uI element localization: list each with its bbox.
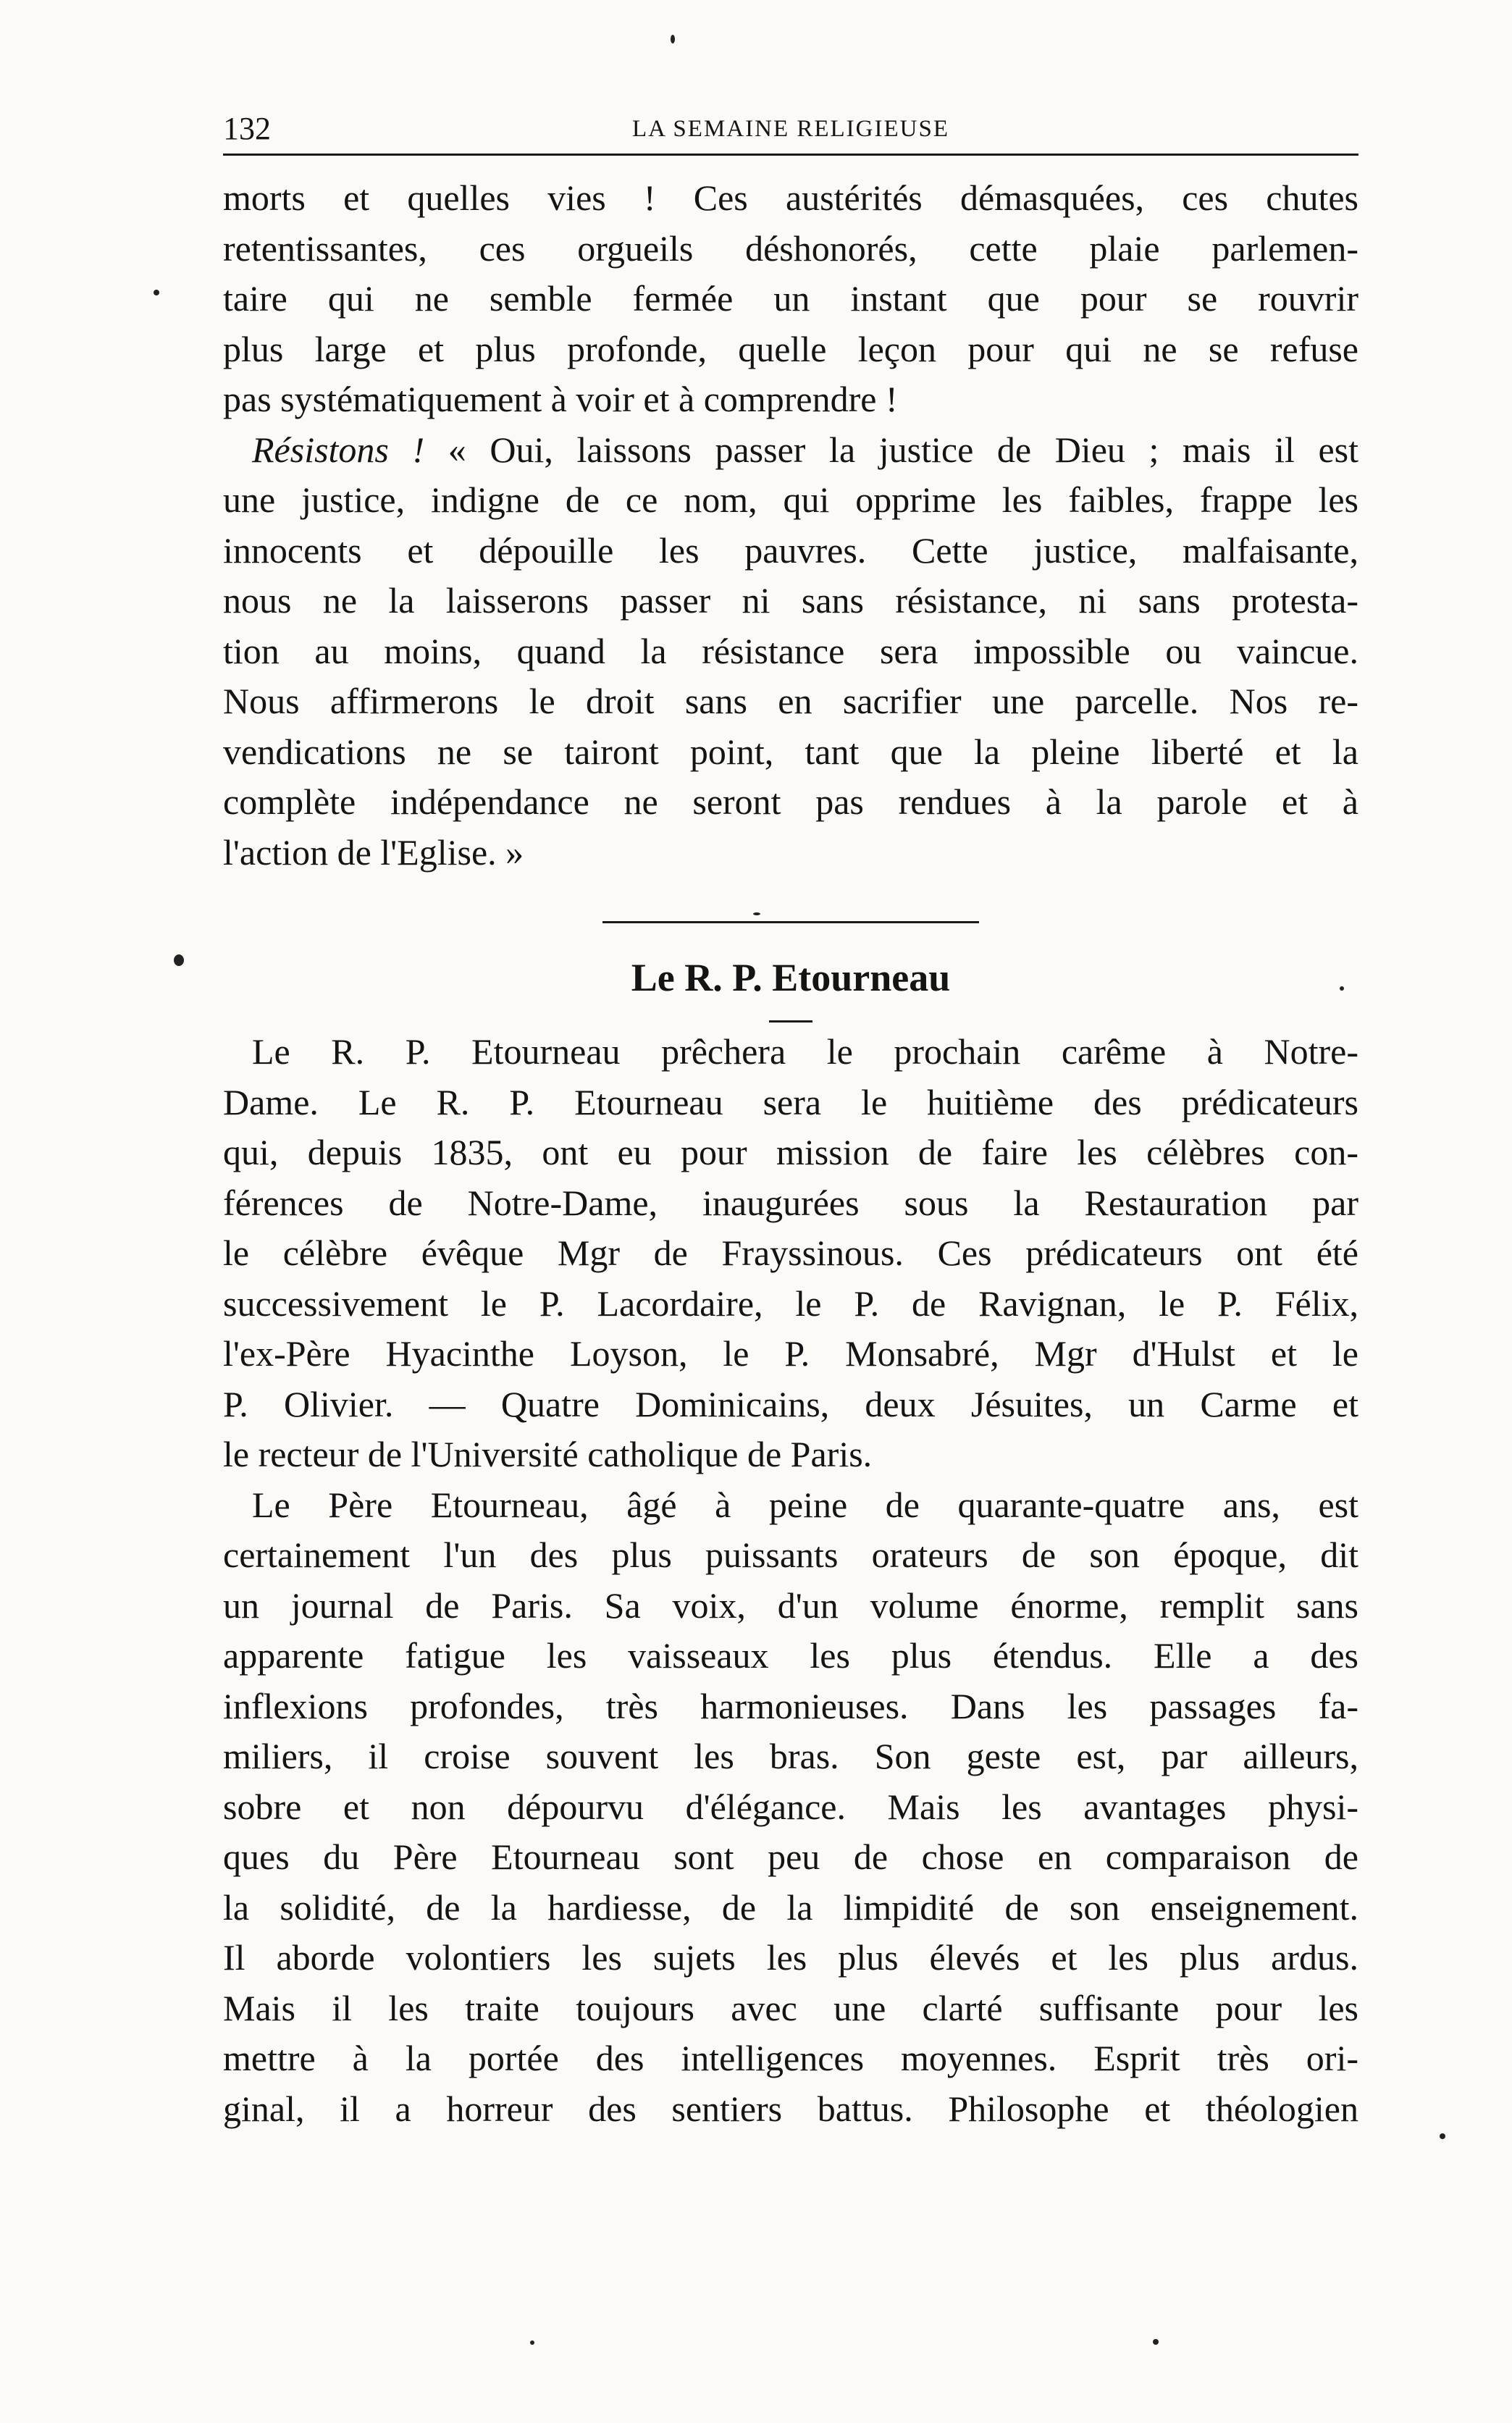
text-line: une justice, indigne de ce nom, qui opprime les faibles, frappe les bbox=[223, 479, 1358, 520]
title-dash bbox=[769, 1020, 812, 1022]
quote-paragraph bbox=[223, 425, 1358, 878]
text-line: mettre à la portée des intelligences moyennes. Esprit très ori- bbox=[223, 2038, 1358, 2078]
text-line: plus large et plus profonde, quelle leçon pour qui ne se refuse bbox=[223, 328, 1358, 369]
paragraph-portrait bbox=[223, 1480, 1358, 2135]
margin-speck bbox=[671, 35, 675, 43]
text-line: Nous affirmerons le droit sans en sacrifier une parcelle. Nos re- bbox=[223, 681, 1358, 721]
margin-speck bbox=[1440, 2133, 1445, 2139]
text-line: le recteur de l'Université catholique de Paris. bbox=[223, 1434, 873, 1474]
text-line: sobre et non dépourvu d'élégance. Mais les avantages physi- bbox=[223, 1786, 1358, 1827]
text-line: Le Père Etourneau, âgé à peine de quarante-quatre ans, est bbox=[252, 1484, 1358, 1525]
text-line: innocents et dépouille les pauvres. Cette justice, malfaisante, bbox=[223, 529, 1358, 571]
text-line: complète indépendance ne seront pas rendues à la parole et à bbox=[223, 781, 1358, 822]
page-header bbox=[223, 109, 1358, 156]
intro-paragraph bbox=[223, 173, 1358, 425]
paragraph-announcement bbox=[223, 1027, 1358, 1480]
text-line: ques du Père Etourneau sont peu de chose en comparaison de bbox=[223, 1836, 1358, 1877]
text-line: taire qui ne semble fermée un instant que pour se rouvrir bbox=[223, 278, 1358, 319]
emphasis-text: Résistons ! bbox=[252, 429, 425, 470]
text-line: la solidité, de la hardiesse, de la limpidité de son enseignement. bbox=[223, 1886, 1358, 1928]
text-line: le célèbre évêque Mgr de Frayssinous. Ces prédicateurs ont été bbox=[223, 1233, 1358, 1273]
page bbox=[223, 109, 1358, 2134]
text-line: successivement le P. Lacordaire, le P. de Ravignan, le P. Félix, bbox=[223, 1282, 1358, 1324]
text-line: ginal, il a horreur des sentiers battus. Philosophe et théologien bbox=[223, 2088, 1358, 2129]
section-separator bbox=[602, 921, 979, 923]
text-line: férences de Notre-Dame, inaugurées sous la Restauration par bbox=[223, 1182, 1358, 1223]
text-line: retentissantes, ces orgueils déshonorés, cette plaie parlemen- bbox=[223, 227, 1358, 269]
text-line: P. Olivier. — Quatre Dominicains, deux Jésuites, un Carme et bbox=[223, 1383, 1358, 1424]
text-line: certainement l'un des plus puissants orateurs de son époque, dit bbox=[223, 1534, 1358, 1575]
text-line: morts et quelles vies ! Ces austérités démasquées, ces chutes bbox=[223, 177, 1358, 218]
margin-speck bbox=[154, 290, 159, 295]
text-line: vendications ne se tairont point, tant que la pleine liberté et la bbox=[223, 731, 1358, 772]
text-line: un journal de Paris. Sa voix, d'un volume énorme, remplit sans bbox=[223, 1584, 1358, 1626]
article-body bbox=[223, 173, 1358, 2134]
text-line: l'ex-Père Hyacinthe Loyson, le P. Monsabré, Mgr d'Hulst et le bbox=[223, 1333, 1358, 1374]
text-line: apparente fatigue les vaisseaux les plus étendus. Elle a des bbox=[223, 1635, 1358, 1676]
text-line: l'action de l'Eglise. » bbox=[223, 831, 524, 873]
text-line: Mais il les traite toujours avec une clarté suffisante pour les bbox=[223, 1987, 1358, 2028]
text-line: qui, depuis 1835, ont eu pour mission de faire les célèbres con- bbox=[223, 1132, 1358, 1172]
margin-speck bbox=[174, 954, 184, 966]
text-line: pas systématiquement à voir et à comprendre ! bbox=[223, 379, 898, 419]
section-title: Le R. P. Etourneau bbox=[631, 956, 951, 999]
text-run: « Oui, laissons passer la justice de Dieu ; mais il est bbox=[424, 429, 1359, 470]
margin-speck bbox=[530, 2340, 534, 2345]
text-line: nous ne la laisserons passer ni sans résistance, ni sans protesta- bbox=[223, 580, 1358, 621]
text-line: Dame. Le R. P. Etourneau sera le huitième des prédicateurs bbox=[223, 1081, 1358, 1122]
text-line bbox=[223, 425, 1358, 476]
page-number: 132 bbox=[223, 111, 271, 146]
text-line: inflexions profondes, très harmonieuses. Dans les passages fa- bbox=[223, 1685, 1358, 1726]
running-title: LA SEMAINE RELIGIEUSE bbox=[632, 116, 949, 142]
text-line: Le R. P. Etourneau prêchera le prochain carême à Notre- bbox=[252, 1031, 1358, 1072]
text-line: Il aborde volontiers les sujets les plus élevés et les plus ardus. bbox=[223, 1937, 1358, 1978]
margin-speck bbox=[1153, 2339, 1159, 2345]
text-line: tion au moins, quand la résistance sera impossible ou vaincue. bbox=[223, 630, 1358, 671]
text-line: miliers, il croise souvent les bras. Son geste est, par ailleurs, bbox=[223, 1736, 1358, 1776]
